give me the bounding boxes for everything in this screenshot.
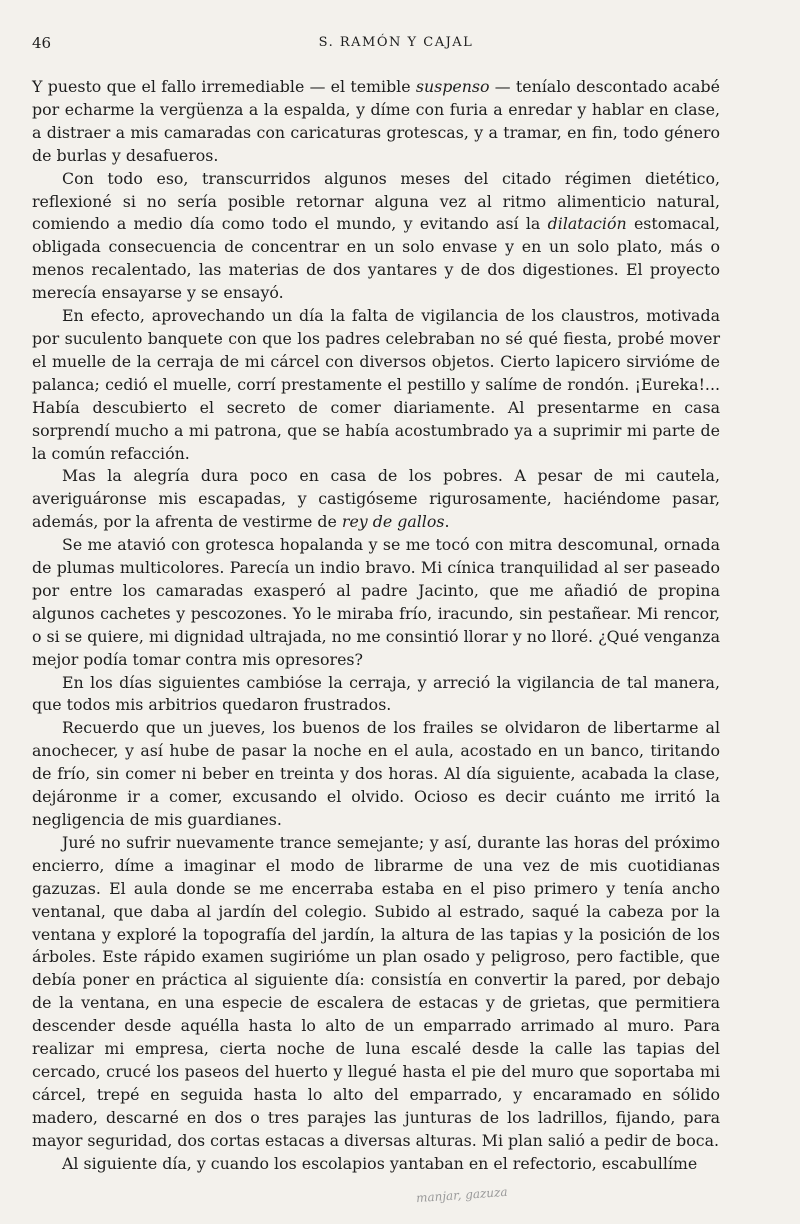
text-run: Recuerdo que un jueves, los buenos de los frailes se olvidaron de libertarme al anochecer, y así hube de pasar la noche en el aula, acostado en un banco, tiritando de frío, sin comer ni beber en treinta y dos horas. Al día siguiente, acabada la clase, dejáronme ir a comer, excusando el olvido. Ocioso es decir cuánto me irritó la negligencia de mis guardianes.	[32, 718, 720, 829]
text-run: — teníalo descontado acabé por echarme la vergüenza a la espalda, y díme con furia a enredar y hablar en clase, a distraer a mis camaradas con caricaturas grotescas, y a tramar, en fin, todo género de burlas y desafueros.	[32, 77, 720, 165]
text-run: Se me atavió con grotesca hopalanda y se me tocó con mitra descomunal, ornada de plumas multicolores. Parecía un indio bravo. Mi cínica tranquilidad al ser paseado por entre los camaradas exasperó al padre Jacinto, que me añadió de propina algunos cachetes y pescozones. Yo le miraba frío, iracundo, sin pestañear. Mi rencor, o si se quiere, mi dignidad ultrajada, no me consintió llorar y no lloré. ¿Qué venganza mejor podía tomar contra mis opresores?	[32, 535, 720, 669]
paragraph	[32, 832, 720, 1153]
text-run: Al siguiente día, y cuando los escolapios yantaban en el refectorio, escabullíme	[62, 1153, 698, 1173]
paragraph	[32, 534, 720, 671]
paragraph	[32, 305, 720, 465]
text-run: .	[444, 512, 450, 532]
text-run: estomacal, obligada consecuencia de concentrar en un solo envase y en un solo plato, más o menos recalentado, las materias de dos yantares y de dos digestiones. El proyecto merecía ensayarse y se ensayó.	[32, 214, 721, 303]
body-text	[32, 76, 720, 1176]
paragraph	[32, 168, 720, 305]
page-number: 46	[32, 34, 52, 52]
paragraph	[32, 672, 720, 718]
page-header	[32, 34, 760, 58]
text-run: Juré no sufrir nuevamente trance semejante; y así, durante las horas del próximo encierro, díme a imaginar el modo de librarme de una vez de mis cuotidianas gazuzas. El aula donde se me encerraba estaba en el piso primero y tenía ancho ventanal, que daba al jardín del colegio. Subido al estrado, saqué la cabeza por la ventana y exploré la topografía del jardín, la altura de las tapias y la posición de los árboles. Este rápido examen sugirióme un plan osado y peligroso, pero factible, que debía poner en práctica al siguiente día: consistía en convertir la pared, por debajo de la ventana, en una especie de escalera de estacas y de grietas, que permitiera descender desde aquélla hasta lo alto de un emparrado arrimado al muro. Para realizar mi empresa, cierta noche de luna escalé desde la calle las tapias del cercado, crucé los paseos del huerto y llegué hasta el pie del muro que soportaba mi cárcel, trepé en seguida hasta lo alto del emparrado, y encaramado en sólido madero, descarné en dos o tres parajes las junturas de los ladrillos, fijando, para mayor seguridad, dos cortas estacas a diversas alturas. Mi plan salió a pedir de boca.	[32, 832, 720, 1150]
text-run: En los días siguientes cambióse la cerraja, y arreció la vigilancia de tal manera, que todos mis arbitrios quedaron frustrados.	[32, 672, 720, 715]
italic-text: dilatación	[547, 214, 627, 234]
paragraph	[32, 76, 720, 168]
text-run: Y puesto que el fallo irremediable — el temible	[32, 77, 416, 96]
italic-text: suspenso	[415, 77, 490, 96]
text-run: Con todo eso, transcurridos algunos meses del citado régimen dietético, reflexioné si no sería posible retornar alguna vez al ritmo alimenticio natural, comiendo a medio día como todo el mundo, y evitando así la	[32, 168, 720, 234]
running-head: S. RAMÓN Y CAJAL	[318, 35, 474, 50]
paragraph	[32, 1153, 720, 1176]
text-run: Mas la alegría dura poco en casa de los pobres. A pesar de mi cautela, averiguáronse mis escapadas, y castigóseme rigurosamente, haciéndome pasar, además, por la afrenta de vestirme de	[32, 466, 720, 532]
handwritten-margin-note: manjar, gazuza	[415, 1184, 508, 1206]
paragraph	[32, 717, 720, 832]
text-run: En efecto, aprovechando un día la falta de vigilancia de los claustros, motivada por suculento banquete con que los padres celebraban no sé qué fiesta, probé mover el muelle de la cerraja de mi cárcel con diversos objetos. Cierto lapicero sirvióme de palanca; cedió el muelle, corrí prestamente el pestillo y salíme de rondón. ¡Eureka!... Había descubierto el secreto de comer diariamente. Al presentarme en casa sorprendí mucho a mi patrona, que se había acostumbrado ya a suprimir mi parte de la común refacción.	[32, 306, 720, 463]
italic-text: rey de gallos	[341, 512, 445, 532]
paragraph	[32, 465, 720, 534]
